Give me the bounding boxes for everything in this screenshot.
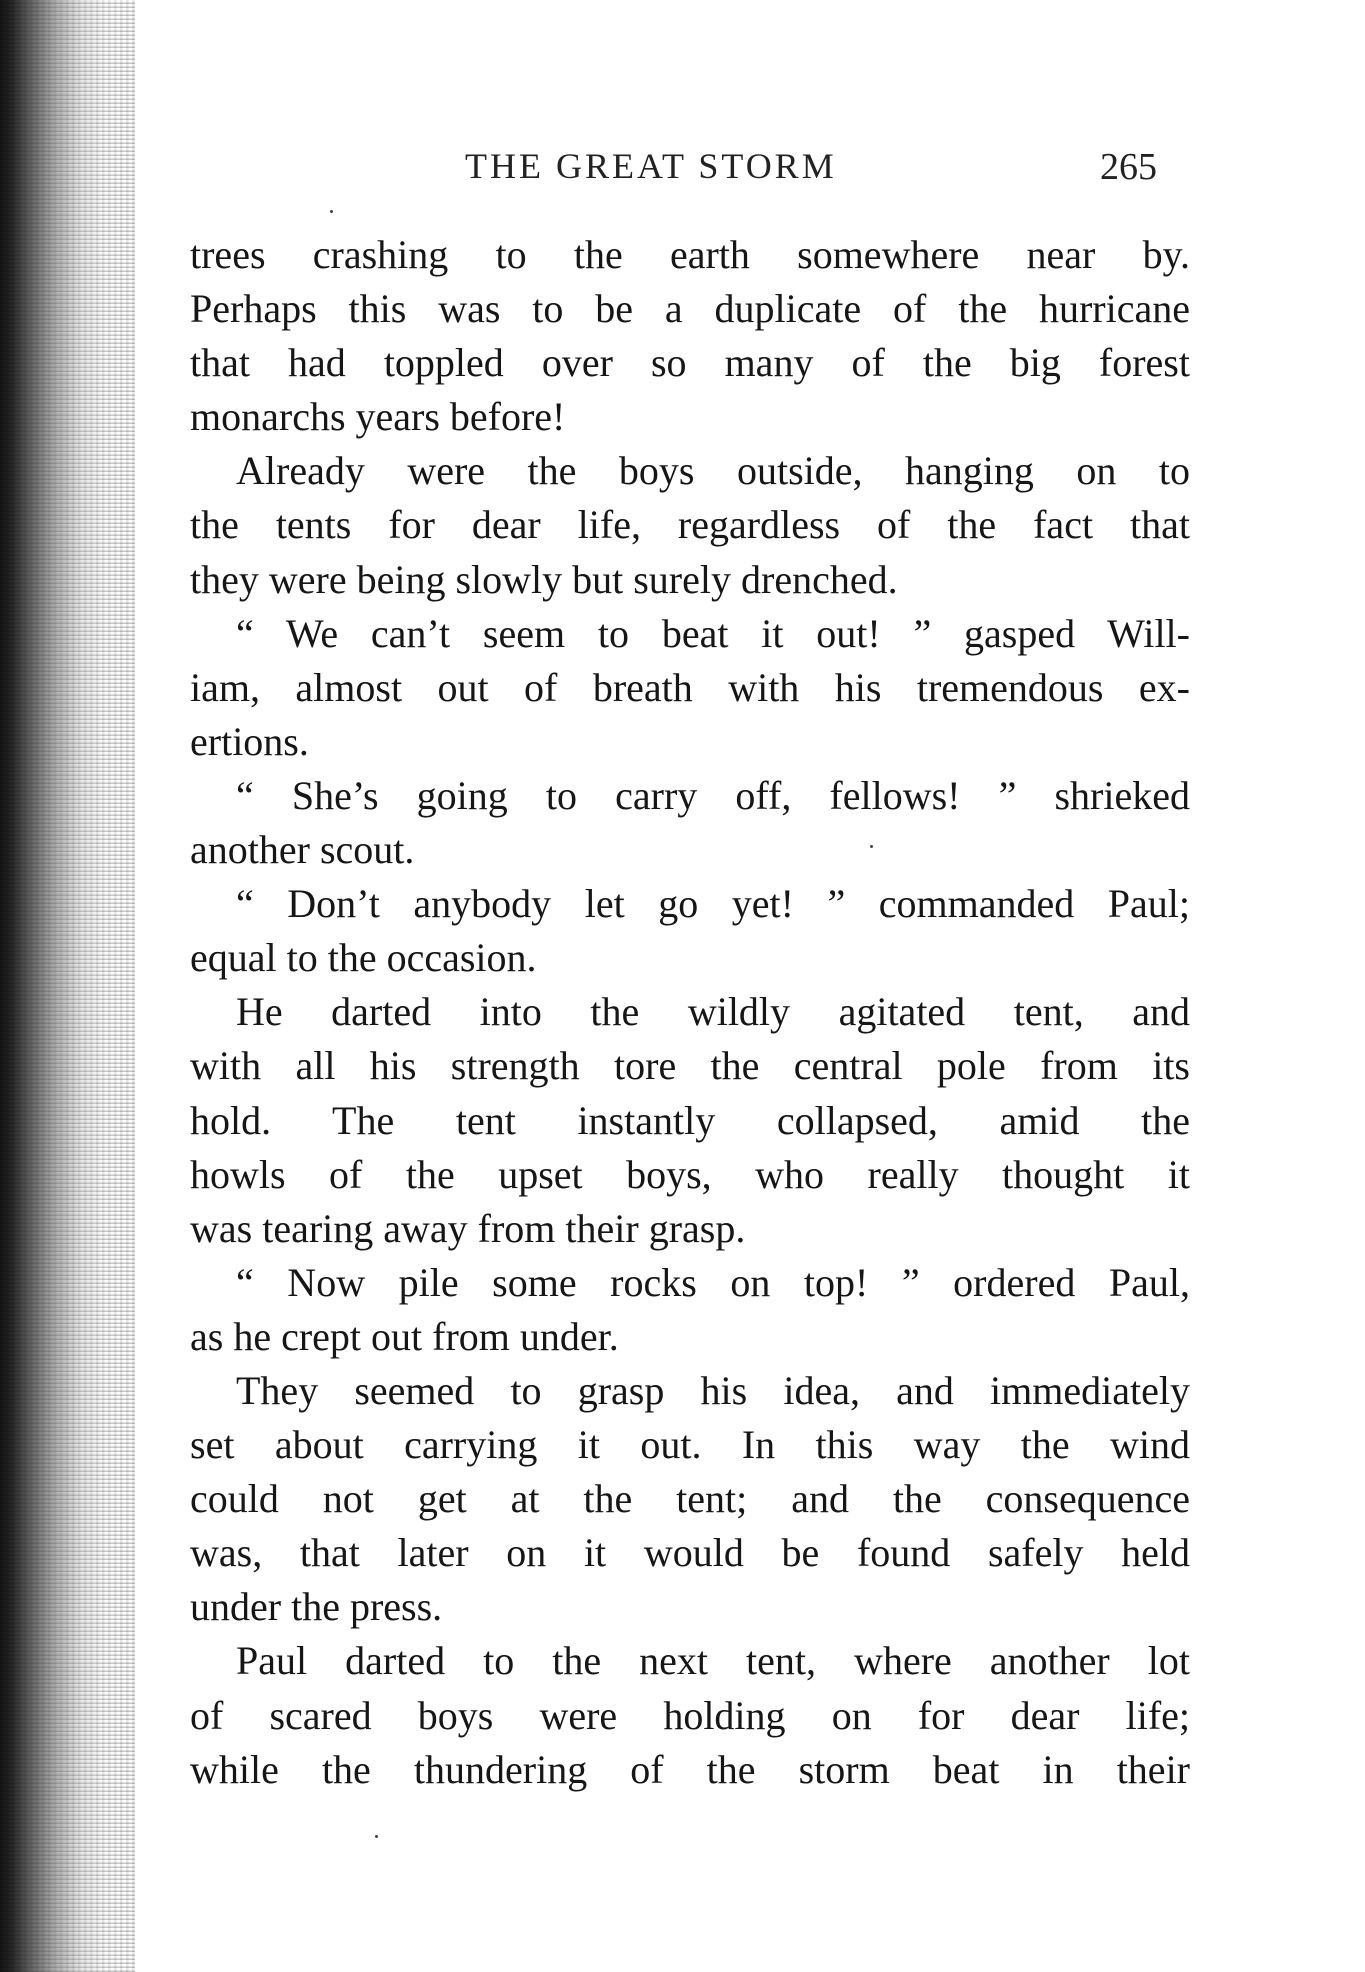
text-line: could not get at the tent; and the consequence xyxy=(190,1476,1190,1522)
body-text xyxy=(190,228,1190,1797)
text-line: monarchs years before! xyxy=(190,394,566,440)
text-line: of scared boys were holding on for dear life; xyxy=(190,1692,1190,1738)
running-head: THE GREAT STORM xyxy=(465,146,837,186)
text-line: Perhaps this was to be a duplicate of the hurricane xyxy=(190,286,1190,332)
text-line: He darted into the wildly agitated tent, and xyxy=(236,989,1190,1035)
text-line: with all his strength tore the central pole from its xyxy=(190,1043,1190,1089)
text-line: “ She’s going to carry off, fellows! ” shrieked xyxy=(236,772,1190,818)
print-speck xyxy=(870,845,873,848)
text-line: howls of the upset boys, who really thought it xyxy=(190,1151,1190,1197)
text-line: Already were the boys outside, hanging on to xyxy=(236,448,1190,494)
text-line: they were being slowly but surely drenched. xyxy=(190,556,898,602)
text-line: ertions. xyxy=(190,718,309,764)
text-line: hold. The tent instantly collapsed, amid the xyxy=(190,1097,1190,1143)
text-line: was, that later on it would be found safely held xyxy=(190,1530,1190,1576)
text-line: They seemed to grasp his idea, and immediately xyxy=(236,1367,1190,1413)
text-line: set about carrying it out. In this way the wind xyxy=(190,1422,1190,1468)
text-line: “ Don’t anybody let go yet! ” commanded Paul; xyxy=(236,881,1190,927)
text-line: was tearing away from their grasp. xyxy=(190,1205,746,1251)
text-line: while the thundering of the storm beat in their xyxy=(190,1746,1190,1792)
print-speck xyxy=(375,1835,378,1838)
text-line: Paul darted to the next tent, where another lot xyxy=(236,1638,1190,1684)
text-line: the tents for dear life, regardless of the fact that xyxy=(190,502,1190,548)
page-number: 265 xyxy=(1100,146,1157,188)
text-line: “ We can’t seem to beat it out! ” gasped Will- xyxy=(236,610,1190,656)
print-speck xyxy=(330,210,333,213)
text-line: that had toppled over so many of the big forest xyxy=(190,340,1190,386)
text-line: “ Now pile some rocks on top! ” ordered Paul, xyxy=(236,1259,1190,1305)
text-line: equal to the occasion. xyxy=(190,935,537,981)
text-line: iam, almost out of breath with his tremendous ex- xyxy=(190,664,1190,710)
text-line: under the press. xyxy=(190,1584,443,1630)
page-binding-shadow xyxy=(0,0,135,1972)
text-line: as he crept out from under. xyxy=(190,1313,619,1359)
page-header xyxy=(190,145,1190,195)
text-line: another scout. xyxy=(190,827,415,873)
text-line: trees crashing to the earth somewhere near by. xyxy=(190,232,1190,277)
